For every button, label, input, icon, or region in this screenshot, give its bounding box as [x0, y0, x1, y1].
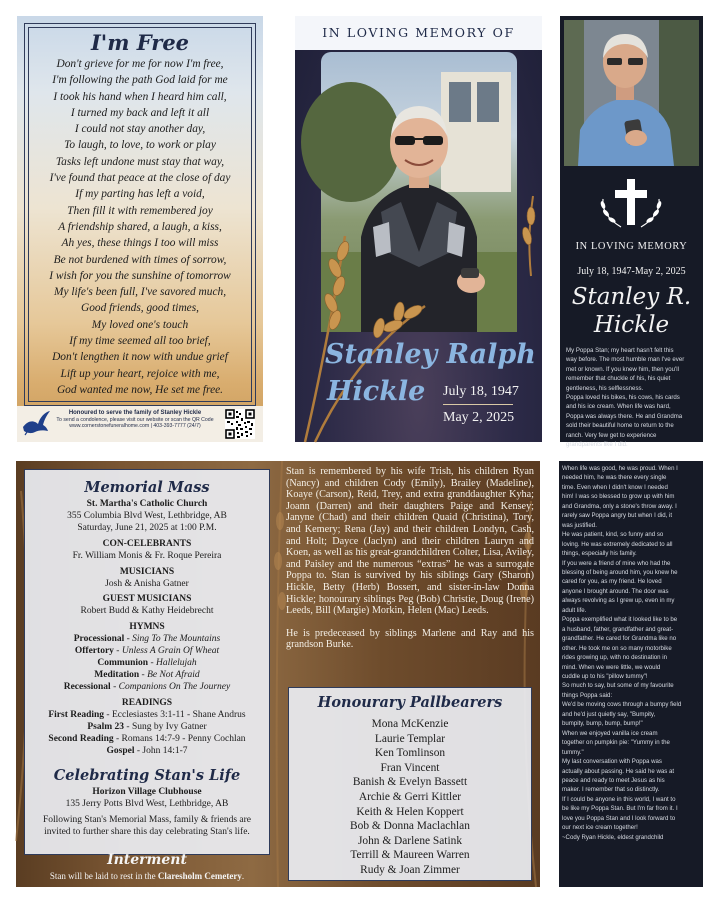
bookmark-heading: IN LOVING MEMORY: [575, 241, 688, 252]
pallbearer-name: Keith & Helen Koppert: [356, 805, 464, 818]
pallbearer-name: Fran Vincent: [380, 761, 440, 774]
pallbearers-box: [288, 687, 532, 881]
musicians: Josh & Anisha Gatner: [105, 579, 189, 589]
hymn-item: Processional - Sing To The Mountains: [73, 634, 221, 644]
poem-line: Don't lengthen it now with undue grief: [52, 351, 228, 364]
reading-item: Second Reading - Romans 14:7-9 - Penny Cochlan: [48, 734, 246, 744]
hymns-label: HYMNS: [129, 622, 165, 632]
interment-text: Stan will be laid to rest in the Claresholm Cemetery.: [49, 871, 245, 881]
obituary-text: [286, 466, 534, 651]
bookmark-name-first: Stanley R.: [571, 284, 692, 310]
readings-label: READINGS: [121, 698, 173, 708]
poem-line: Good friends, good times,: [80, 302, 200, 315]
hymn-item: Meditation - Be Not Afraid: [94, 670, 200, 680]
celebration-venue: Horizon Village Clubhouse: [92, 787, 202, 797]
poem-text: [27, 56, 253, 398]
footer-condolence: To send a condolence, please visit our website or scan the QR Code: [56, 416, 214, 423]
cover-panel: [295, 16, 542, 442]
footer-contact: www.cornerstonefuneralhome.com | 403-393-7777 (24/7): [69, 423, 201, 430]
guest-musicians: Robert Budd & Kathy Heidebrecht: [80, 606, 214, 616]
poem-line: I'm following the path God laid for me: [52, 74, 228, 87]
hymn-item: Recessional - Companions On The Journey: [63, 682, 231, 692]
bookmark-tribute: My Poppa Stan; my heart hasn't felt this way before. The most humble man I've ever met or known. If you knew him, then you'll remember that chuckle of his, his quiet gentleness, his selflessness. Poppa loved his bikes, his cows, his cards and his ice cream. When life was hard, Poppa was always there. He and Grandma sold their beautiful home to return to the ranch. Very few get to experience grandparents like I did.: [566, 347, 685, 449]
poem-title: I'm Free: [90, 30, 190, 55]
co-celebrants-label: CON-CELEBRANTS: [102, 539, 192, 549]
poem-line: If my parting has left a void,: [75, 188, 205, 201]
footer-text: [55, 410, 215, 430]
poem-line: Then fill it with remembered joy: [67, 204, 213, 217]
poem-line: My loved one's touch: [91, 318, 189, 331]
pallbearer-name: Banish & Evelyn Bassett: [352, 776, 468, 789]
date-divider: [443, 404, 513, 405]
pallbearer-name: Archie & Gerri Kittler: [358, 791, 462, 803]
obituary-paragraph-2: He is predeceased by siblings Marlene and Ray and his grandson Burke.: [286, 627, 534, 651]
pallbearer-name: Rudy & Joan Zimmer: [360, 864, 460, 876]
service-details-box: [24, 469, 270, 855]
poem-line: A friendship shared, a laugh, a kiss,: [58, 220, 222, 233]
poem-line: I've found that peace at the close of day: [49, 172, 231, 185]
poem-line: I took his hand when I heard him call,: [53, 90, 227, 103]
celebration-address: 135 Jerry Potts Blvd West, Lethbridge, AB: [65, 799, 229, 809]
tribute-continued-panel: [559, 461, 703, 887]
qr-code[interactable]: [225, 409, 255, 439]
bookmark-panel: [560, 16, 703, 449]
poem-line: My life's been full, I've savored much,: [53, 286, 227, 299]
cover-date-birth: July 18, 1947: [443, 384, 519, 399]
poem-line: I could not stay another day,: [74, 123, 206, 136]
funeral-home-footer: [17, 406, 263, 442]
program-panel: [16, 461, 540, 887]
poem-line: God wanted me now, He set me free.: [56, 383, 224, 396]
pallbearer-name: Ken Tomlinson: [374, 747, 446, 760]
poem-line: Ah yes, these things I too will miss: [61, 237, 219, 250]
poem-line: Don't grieve for me for now I'm free,: [56, 58, 224, 70]
pallbearer-name: Terrill & Maureen Warren: [350, 849, 470, 862]
pallbearer-name: John & Darlene Satink: [357, 834, 463, 847]
hymn-item: Communion - Hallelujah: [97, 658, 197, 668]
cover-heading: IN LOVING MEMORY OF: [322, 25, 515, 40]
celebration-note-1: Following Stan's Memorial Mass, family & friends are: [42, 815, 252, 825]
poem-line: To laugh, to love, to work or play: [64, 139, 216, 152]
church-name: St. Martha's Catholic Church: [86, 499, 208, 509]
bookmark-photo: [564, 20, 699, 166]
poem-card: [17, 16, 263, 442]
celebration-note-2: invited to further share this day celebrating Stan's life.: [44, 827, 250, 837]
pallbearer-name: Laurie Templar: [374, 732, 446, 745]
poem-line: Tasks left undone must stay that way,: [55, 155, 225, 168]
bookmark-dates: July 18, 1947-May 2, 2025: [577, 266, 686, 277]
tribute-continued-text: When life was good, he was proud. When I needed him, he was there every single time. Even when I didn't know I needed him! I was so blessed to grow up with him and Grandma, only a stone's throw away. I rarely saw Poppa angry but when I did, it was justified. He was patient, kind, so funny and so loving. He was extremely dedicated to all things, especially his family. If you were a friend of mine who had the blessing of being around him, you knew he cared for you, as my friend. He loved anyone I brought around. The door was always revolving as I grew up, even in my adult life. Poppa exemplified what it looked like to be a husband, father, grandfather and great- grandfather. He cared for Grandma like no other. He took me on so many motorbike rides growing up, with no destination in mind. When we were little, we would cuddle up to his "pillow tummy"! So much to say, but some of my favourite things Poppa said: We'd be moving cows through a bumpy field and he'd just quietly say, "Bumpity, bumpity, bump, bump, bump!" When we enjoyed vanilla ice cream together on pumpkin pie: "Yummy in the tummy." My last conversation with Poppa was actually about passing. He said he was at peace and ready to meet Jesus as his maker. I remember that so distinctly. If I could be anyone in this world, I want to be like my Poppa Stan. But I'm far from it. I love you Poppa Stan and I look forward to our next ice cream together! ~Cody Ryan Hickle, eldest grandchild: [562, 465, 682, 841]
cover-name-first: Stanley Ralph: [325, 339, 536, 370]
cemetery-name: Claresholm Cemetery: [157, 871, 242, 881]
cover-date-death: May 2, 2025: [443, 410, 515, 425]
celebration-title: Celebrating Stan's Life: [53, 767, 241, 784]
dove-icon: [21, 409, 51, 437]
mass-datetime: Saturday, June 21, 2025 at 1:00 P.M.: [77, 523, 217, 533]
reading-item: Psalm 23 - Sung by Ivy Gatner: [87, 722, 207, 732]
pallbearer-name: Bob & Donna Maclachlan: [350, 820, 470, 833]
interment-title: Interment: [107, 852, 187, 868]
obituary-paragraph-1: Stan is remembered by his wife Trish, his children Ryan (Nancy) and children Cody (Emily), Brailey (Madeline), Koaye (Carson), Reid, Trey, and extra granddaughter Kyha; Joann (Darren) and their daughters Paige and Kensey; Janyne (Chad) and their children Quaid (Christina), Tory, and Kemery; Rena (Jay) and their children Londyn, Cash, and Holt; Dayce (Jaclyn) and their children Lauryn and Koen, as well as his great-grandchildren Colter, Lisa, Aviley, and Paisley and the numerous “extras” he was a surrogate Poppa to. Stan is survived by his siblings Gary (Sharon) Hickle, Betty (Herb) Bossert, and sister-in-law Donna Hickle; honourary siblings Peg (Bob) Christie, Doug (Irene) Leeds, Bill (Margie) Morkin, Helen (Mac) Leeds.: [286, 466, 534, 617]
cross-icon: [595, 177, 667, 235]
guest-musicians-label: GUEST MUSICIANS: [102, 594, 192, 604]
reading-item: First Reading - Ecclesiastes 3:1-11 - Shane Andrus: [48, 710, 246, 720]
co-celebrants: Fr. William Monis & Fr. Roque Pereira: [72, 551, 222, 561]
bookmark-name-last: Hickle: [593, 312, 670, 338]
poem-line: Be not burdened with times of sorrow,: [53, 253, 227, 266]
footer-honoured: Honoured to serve the family of Stanley Hickle: [68, 410, 202, 416]
reading-item: Gospel - John 14:1-7: [106, 746, 188, 756]
hymn-item: Offertory - Unless A Grain Of Wheat: [74, 646, 220, 656]
poem-line: Lift up your heart, rejoice with me,: [60, 367, 220, 380]
poem-line: I turned my back and left it all: [70, 106, 210, 119]
memorial-mass-title: Memorial Mass: [84, 479, 210, 496]
bookmark-portrait-illustration: [564, 20, 699, 166]
poem-line: If my time seemed all too brief,: [69, 335, 211, 348]
cover-name-last: Hickle: [327, 376, 426, 407]
musicians-label: MUSICIANS: [119, 567, 175, 577]
poem-line: I wish for you the sunshine of tomorrow: [49, 269, 231, 282]
pallbearers-title: Honourary Pallbearers: [317, 694, 503, 711]
church-address: 355 Columbia Blvd West, Lethbridge, AB: [67, 511, 227, 521]
pallbearer-name: Mona McKenzie: [371, 718, 449, 730]
